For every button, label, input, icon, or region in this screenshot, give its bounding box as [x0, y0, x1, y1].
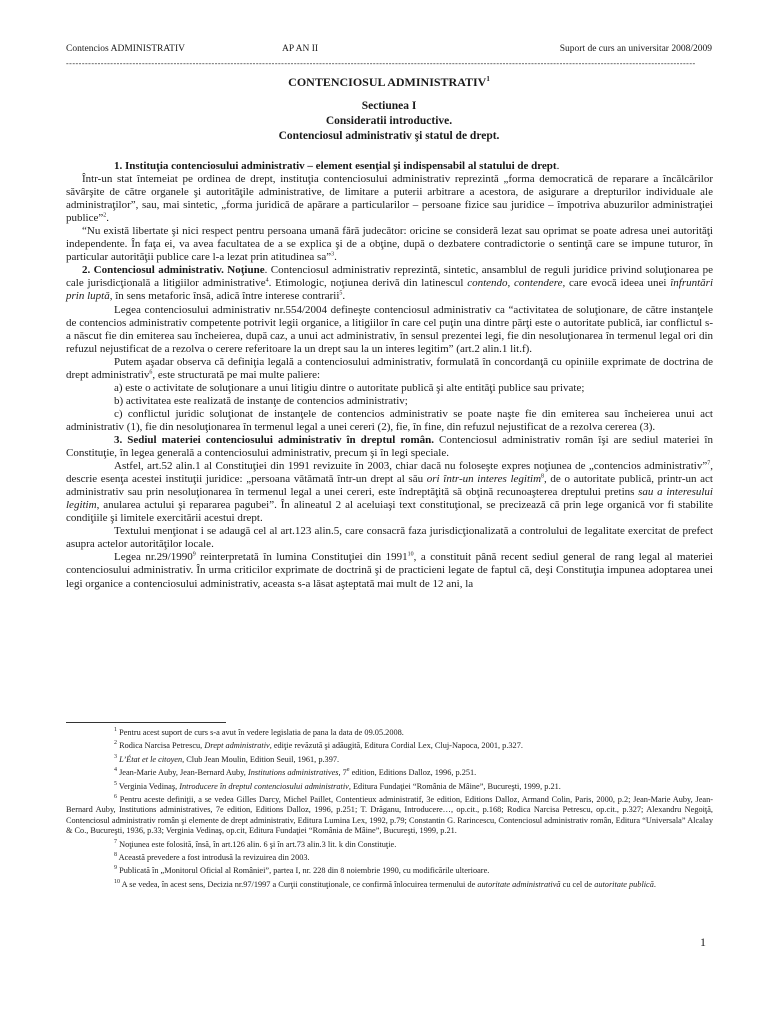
heading-institution: 1. Instituţia contenciosului administrativ – element esenţial şi indispensabil al statului de drept [114, 160, 557, 172]
paragraph: Textului menţionat i se adaugă cel al art.123 alin.5, care consacră faza jurisdicţionalizată a controlului de legalitate exercitat de prefect asupra actelor autorităţilor locale. [66, 525, 713, 551]
section-heading [66, 99, 712, 144]
footnote-ref: 5 [339, 290, 343, 297]
footnote-ref: 1 [486, 75, 490, 83]
footnote-ref: 2 [103, 212, 107, 219]
footnote: $^9$ Publicată în „Monitorul Oficial al României”, partea I, nr. 228 din 8 noiembrie 1990, cu modificările ulterioare. [114, 865, 490, 876]
paragraph-heading-1: 1. Instituţia contenciosului administrativ – element esenţial şi indispensabil al statului de drept. [114, 160, 560, 172]
footnote-ref: 9 [192, 551, 196, 558]
header-year: AP AN II [282, 44, 319, 54]
footnote-ref: 4 [265, 277, 269, 284]
footnotes [66, 728, 713, 893]
footnote-ref: 8 [541, 473, 545, 480]
paragraph: 2. Contenciosul administrativ. Noţiune. Contenciosul administrativ reprezintă, sintetic, ansamblul de reguli juridice privind soluţionarea pe cale jurisdicţională a litigiilor administrative$^4$. Etimologic, noţiunea derivă din latinescul contendo, contendere, care evocă ideea unei înfruntări prin luptă, în sens metaforic însă, adică între interese contrarii$^5$. [66, 264, 714, 303]
footnote: $^8$ Această prevedere a fost introdusă la revizuirea din 2003. [114, 852, 310, 863]
header-rule: ------------------------------------------------------------------------------------------------------------------------------------------------------------------------------------------------------- [66, 59, 696, 68]
paragraph: Legea nr.29/1990$^9$ reinterpretată în lumina Constituţiei din 1991$^{10}$, a constituit până recent sediul general de rang legal al materiei contenciosului administrativ. În urma criticilor exprimate de doctrină şi de practicieni legate de faptul că, deşi Constituţia impunea adoptarea unei legi organice a contenciosului administrativ, aceasta s-a lăsat aşteptată mai mult de 12 ani, la [66, 551, 713, 590]
header-academic-year: Suport de curs an universitar 2008/2009 [559, 44, 712, 54]
running-header [66, 44, 712, 58]
header-course-title: Contencios ADMINISTRATIV [66, 44, 186, 54]
section-topic: Contenciosul administrativ şi statul de drept. [278, 130, 500, 142]
body-text [66, 160, 713, 591]
list-item: b) activitatea este realizată de instanţe de contencios administrativ; [114, 394, 408, 407]
list-item: a) este o activitate de soluţionare a unui litigiu dintre o autoritate publică şi alte entităţi publice sau private; [114, 381, 585, 394]
paragraph: “Nu există libertate şi nici respect pentru persoana umană fără judecător: oricine se consideră lezat sau oprimat se poate adresa unei autorităţi independente. În faţa ei, va avea facultatea de a se explica şi de a obţine, după o dezbatere contradictorie o sentinţă care se impune tuturor, în particular autorităţii publice care l-a lezat prin atitudinea sa”$^3$. [66, 225, 713, 264]
heading-notion: 2. Contenciosul administrativ. Noţiune [82, 264, 265, 277]
paragraph: 3. Sediul materiei contenciosului administrativ în dreptul român. Contenciosul administrativ român îşi are sediul materiei în Constituţie, în legea generală a contenciosului administrativ, precum şi în legi speciale. [66, 433, 713, 460]
section-subtitle: Consideratii introductive. [325, 115, 453, 127]
footnote-ref: 10 [407, 551, 414, 558]
footnote-ref: 3 [331, 251, 335, 258]
document-title-text: CONTENCIOSUL ADMINISTRATIV [288, 75, 487, 89]
footnote: $^7$ Noţiunea este folosită, însă, în art.126 alin. 6 şi în art.73 alin.3 lit. k din Constituţie. [114, 838, 397, 849]
footnote-separator [66, 722, 226, 723]
footnote-ref: 6 [149, 369, 153, 376]
footnote-ref: 7 [707, 460, 711, 467]
footnote: $^5$ Verginia Vedinaş, Introducere în dreptul contenciosului administrativ, Editura Fundaţiei “România de Mâine”, Bucureşti, 1999, p.21. [114, 780, 561, 791]
footnote: $^6$ Pentru aceste definiţii, a se vedea Gilles Darcy, Michel Paillet, Contentieux administratif, 3e edition, Editions Dalloz, Armand Colin, Paris, 2000, p.2; Jean-Marie Auby, Jean-Bernard Auby, Institutions administratives, 7e edition, Editions Dalloz, 1996, p.251; T. Drăganu, Introducere…, op.cit., p.168; Rodica Narcisa Petrescu, op.cit., p.327; Alexandru Negoiţă, Contenciosul administrativ român şi elemente de drept administrativ, Editura Lumina Lex, 1992, p.79; Constantin G. Rarincescu, Contenciosul administrativ român, Editura “Universala” Alcalay & Co., Bucureşti, 1936, p.33; Verginia Vedinaş, op.cit, Editura Fundaţiei “România de Mâine”, Bucureşti, 1999, p.21. [66, 794, 713, 836]
document-title [66, 72, 712, 89]
footnote: $^2$ Rodica Narcisa Petrescu, Drept administrativ, ediţie revăzută şi adăugită, Editura Cordial Lex, Cluj-Napoca, 2001, p.327. [114, 740, 523, 751]
footnote: $^1$ Pentru acest suport de curs s-a avut în vedere legislatia de pana la data de 09.05.2008. [114, 727, 404, 737]
paragraph: Putem aşadar observa că definiţia legală a contenciosului administrativ, formulată în concordanţă cu opiniile exprimate de doctrina de drept administrativ$^6$, este structurată pe mai multe paliere: [66, 355, 713, 381]
footnote: $^{10}$ A se vedea, în acest sens, Decizia nr.97/1997 a Curţii constituţionale, ce confirmă înlocuirea termenului de autoritate administrativă cu cel de autoritate publică. [114, 879, 656, 889]
footnote: $^3$ L’État et le citoyen, Club Jean Moulin, Edition Seuil, 1961, p.397. [114, 754, 340, 764]
section-number: Sectiunea I [361, 100, 417, 112]
paragraph: Într-un stat întemeiat pe ordinea de drept, instituţia contenciosului administrativ reprezintă „forma democratică de reparare a încălcărilor săvârşite de către organele şi autorităţile administrative, de limitare a puterii arbitrare a acestora, de asigurare a drepturilor individuale ale administraţilor”, sau, mai sintetic, „forma juridică de apărare a particularilor – persoane fizice sau juridice – împotriva abuzurilor administraţiei publice”$^2$. [66, 173, 713, 225]
heading-legal-basis: 3. Sediul materiei contenciosului administrativ în dreptul român. [114, 433, 435, 446]
page-number: 1 [700, 935, 706, 949]
paragraph: Astfel, art.52 alin.1 al Constituţiei din 1991 revizuite în 2003, chiar dacă nu foloseşte expres noţiunea de „contencios administrativ”$^7$, descrie esenţa acestei instituţii juridice: „persoana vătămată într-un drept al său ori într-un interes legitim$^8$, de o autoritate publică, printr-un act administrativ sau prin nesoluţionarea în termenul legal a unei cereri, este îndreptăţită să obţină recunoaşterea dreptului pretins sau a interesului legitim, anularea actului şi repararea pagubei”. În alineatul 2 al aceluiaşi text constituţional, se precizează că prin lege organică vor fi stabilite condiţiile şi limitele exercitării acestui drept. [66, 460, 713, 525]
list-item: c) conflictul juridic soluţionat de instanţele de contencios administrativ se poate naşte fie din emiterea sau încheierea unui act administrativ (1), fie din nesoluţionarea în termenul legal a unei cereri (2), fie, în fine, din refuzul nejustificat de a rezolva cererea (3). [66, 407, 713, 433]
footnote: $^4$ Jean-Marie Auby, Jean-Bernard Auby, Institutions administratives, 7e edition, Editions Dalloz, 1996, p.251. [114, 767, 477, 778]
paragraph: Legea contenciosului administrativ nr.554/2004 defineşte contenciosul administrativ ca “activitatea de soluţionare, de către instanţele de contencios administrativ competente potrivit legii organice, a litigiilor în care cel puţin una dintre părţi este o autoritate publică, iar conflictul s-a născut fie din emiterea sau încheierea, după caz, a unui act administrativ, în sensul prezentei legi, fie din nesoluţionarea în termenul legal ori din refuzul nejustificat de a rezolva o cerere referitoare la un drept sau la un interes legitim” (art.2 alin.1 lit.f). [66, 303, 713, 355]
